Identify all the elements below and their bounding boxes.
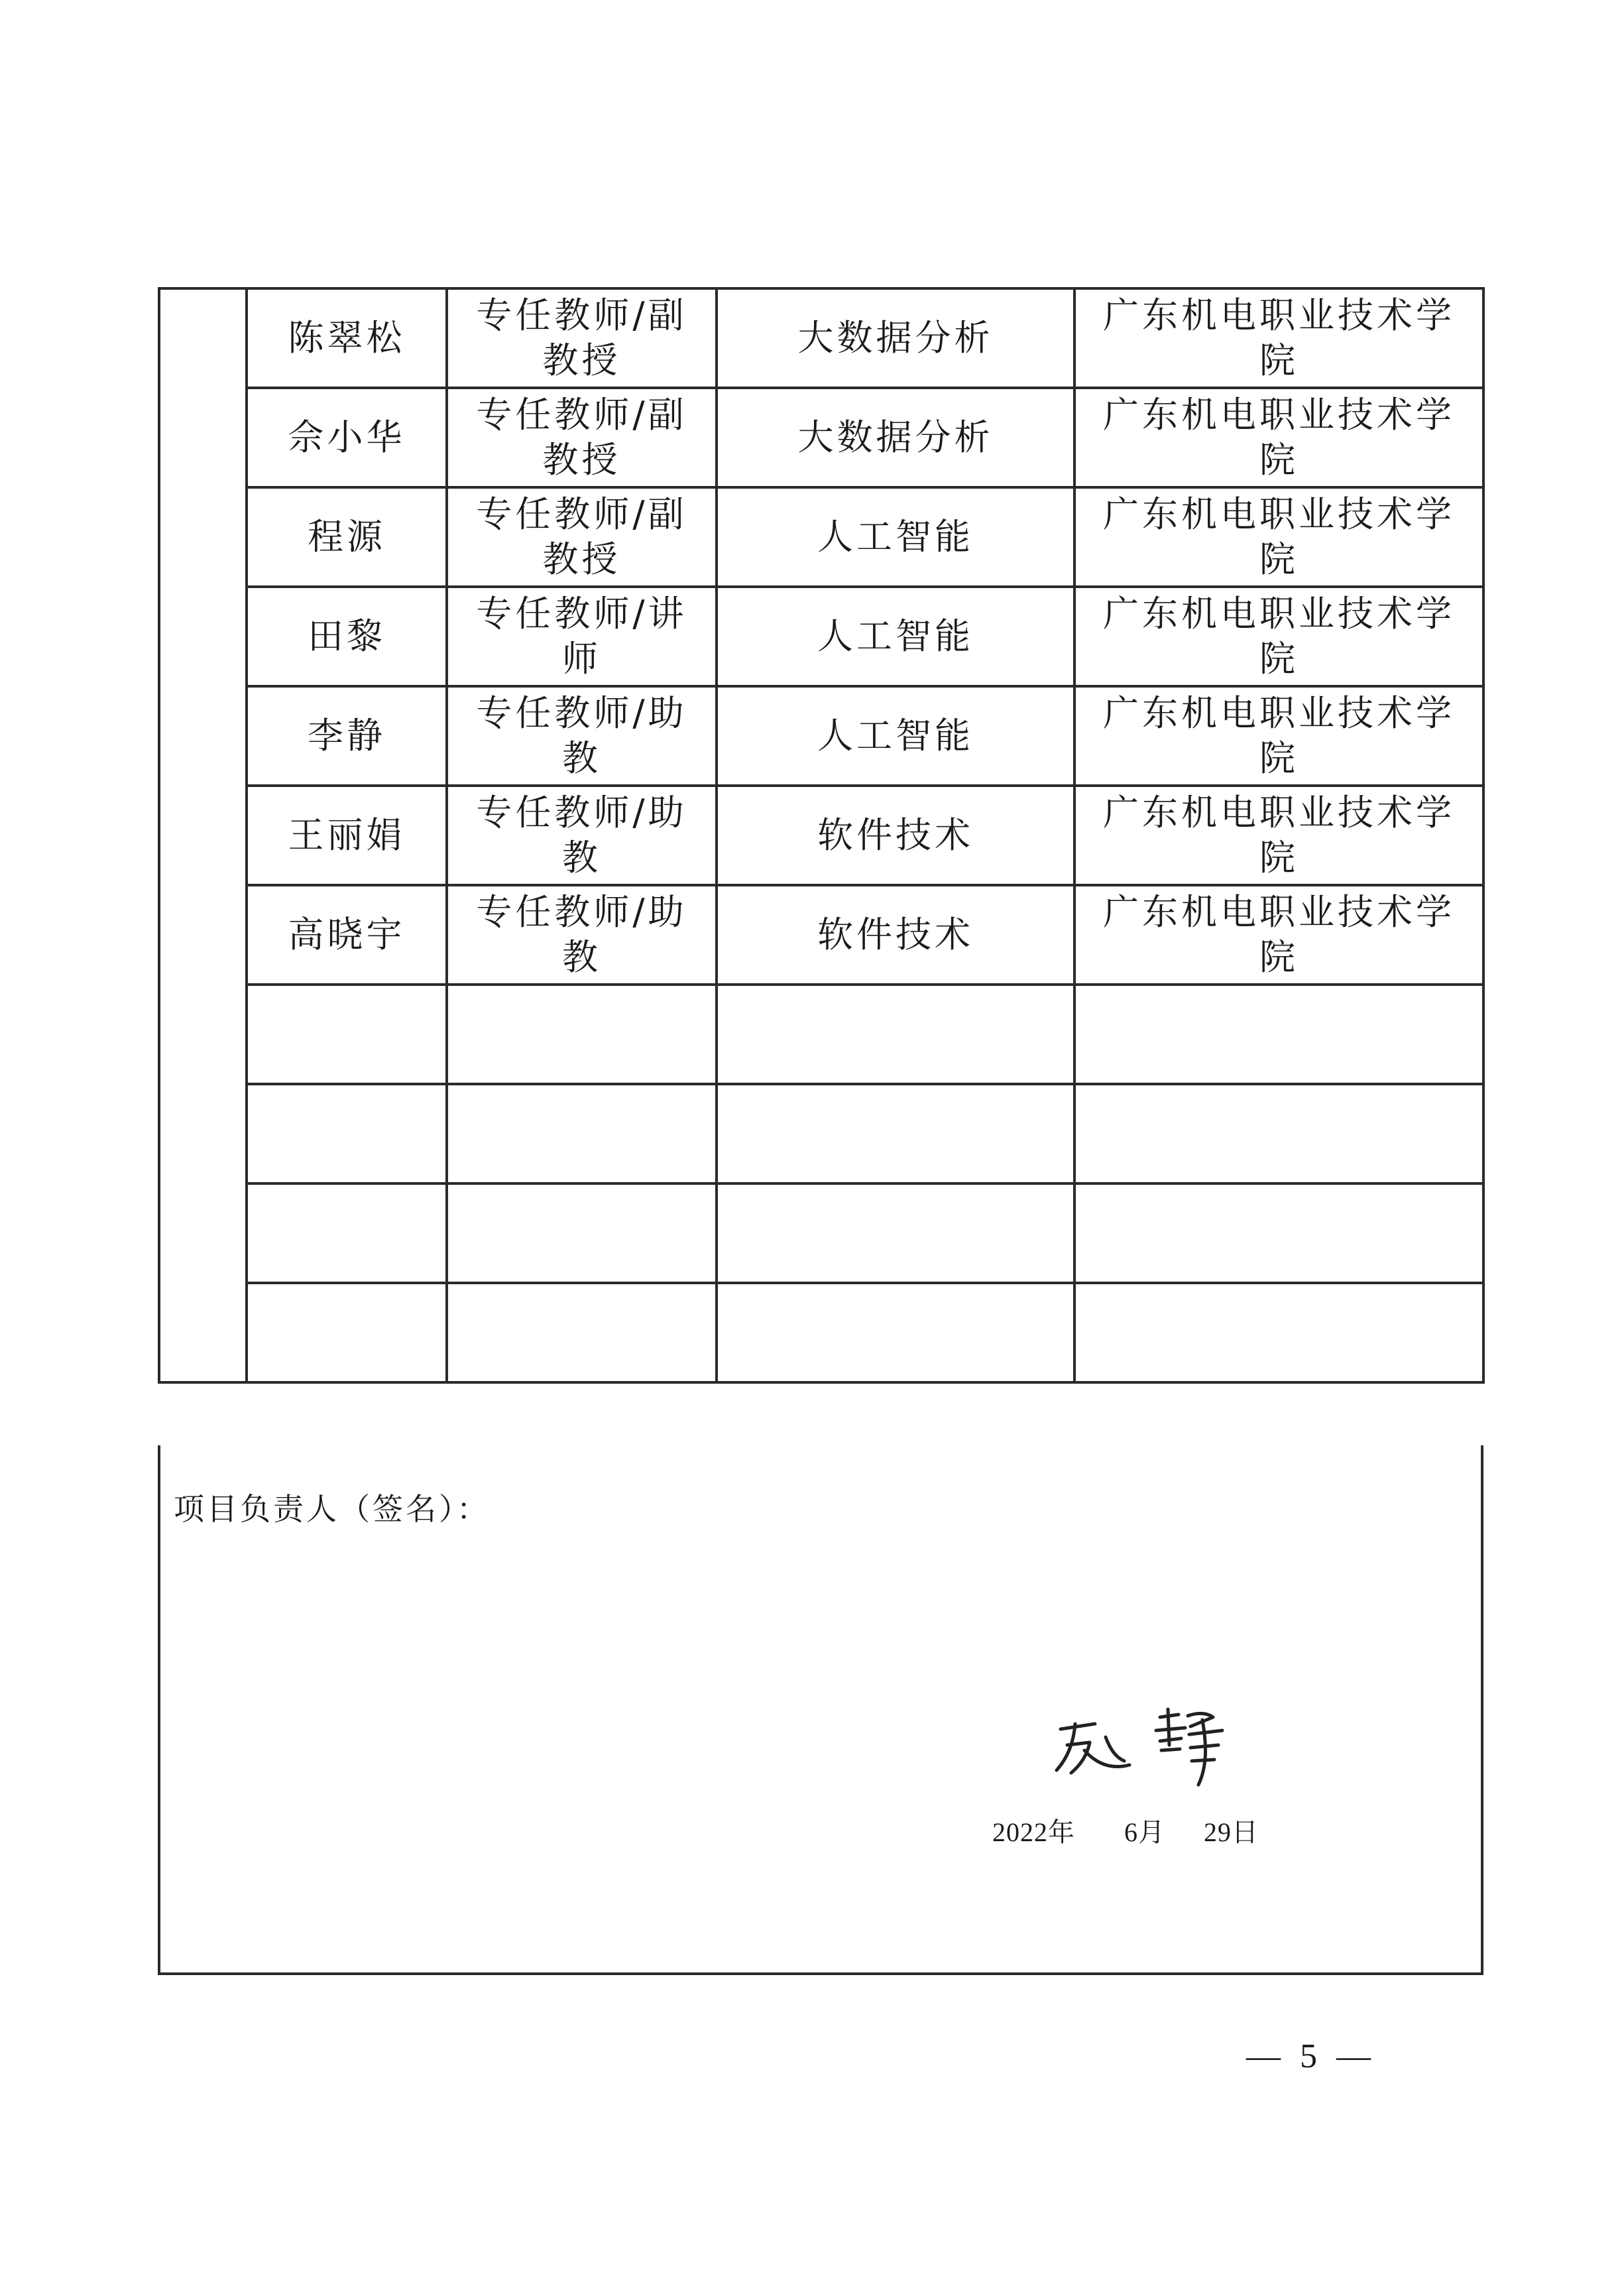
table-row [159, 587, 1483, 686]
member-name-cell: 田黎 [247, 587, 447, 686]
member-field-cell: 大数据分析 [717, 388, 1074, 487]
member-field-cell: 人工智能 [717, 487, 1074, 587]
member-position-cell: 专任教师/副教授 [447, 388, 717, 487]
member-position-cell: 专任教师/助教 [447, 885, 717, 985]
member-field-cell [717, 1183, 1074, 1283]
member-unit-cell [1074, 985, 1483, 1084]
member-unit-cell: 广东机电职业技术学院 [1074, 487, 1483, 587]
member-name-cell: 高晓宇 [247, 885, 447, 985]
member-position-cell [447, 1283, 717, 1382]
member-unit-cell: 广东机电职业技术学院 [1074, 786, 1483, 885]
member-position-cell: 专任教师/副教授 [447, 487, 717, 587]
member-unit-cell: 广东机电职业技术学院 [1074, 388, 1483, 487]
member-unit-cell: 广东机电职业技术学院 [1074, 288, 1483, 388]
table-row [159, 885, 1483, 985]
project-members-table [158, 287, 1485, 1384]
member-position-cell: 专任教师/助教 [447, 786, 717, 885]
member-name-cell [247, 1183, 447, 1283]
member-field-cell: 软件技术 [717, 885, 1074, 985]
table-row [159, 388, 1483, 487]
member-unit-cell [1074, 1084, 1483, 1183]
date-month: 6月 [1124, 1817, 1165, 1847]
signature-label: 项目负责人（签名）： [174, 1491, 490, 1527]
table-row [159, 288, 1483, 388]
member-unit-cell [1074, 1283, 1483, 1382]
member-unit-cell: 广东机电职业技术学院 [1074, 686, 1483, 786]
signature-date [992, 1811, 1259, 1849]
date-year: 2022年 [992, 1817, 1075, 1847]
member-name-cell: 李静 [247, 686, 447, 786]
table-row [159, 985, 1483, 1084]
table-row [159, 686, 1483, 786]
member-name-cell [247, 985, 447, 1084]
member-position-cell: 专任教师/讲师 [447, 587, 717, 686]
member-field-cell: 软件技术 [717, 786, 1074, 885]
member-field-cell [717, 1084, 1074, 1183]
member-field-cell: 大数据分析 [717, 288, 1074, 388]
table-row [159, 1084, 1483, 1183]
member-name-cell: 王丽娟 [247, 786, 447, 885]
row-group-label-cell [159, 288, 247, 1382]
member-field-cell: 人工智能 [717, 686, 1074, 786]
member-unit-cell [1074, 1183, 1483, 1283]
table-row [159, 1183, 1483, 1283]
member-rows [159, 288, 1483, 1382]
member-position-cell: 专任教师/副教授 [447, 288, 717, 388]
member-unit-cell: 广东机电职业技术学院 [1074, 885, 1483, 985]
table-row [159, 487, 1483, 587]
member-field-cell [717, 1283, 1074, 1382]
member-name-cell [247, 1084, 447, 1183]
page-number: — 5 — [1246, 2037, 1376, 2075]
member-position-cell [447, 1084, 717, 1183]
table-row [159, 786, 1483, 885]
member-unit-cell: 广东机电职业技术学院 [1074, 587, 1483, 686]
member-field-cell [717, 985, 1074, 1084]
member-name-cell: 佘小华 [247, 388, 447, 487]
table-row [159, 1283, 1483, 1382]
member-name-cell: 陈翠松 [247, 288, 447, 388]
member-name-cell: 程源 [247, 487, 447, 587]
member-position-cell [447, 1183, 717, 1283]
signature-section [158, 1445, 1483, 1975]
handwritten-signature [1049, 1704, 1247, 1790]
member-name-cell [247, 1283, 447, 1382]
member-position-cell [447, 985, 717, 1084]
member-position-cell: 专任教师/助教 [447, 686, 717, 786]
member-field-cell: 人工智能 [717, 587, 1074, 686]
date-day: 29日 [1204, 1817, 1259, 1847]
